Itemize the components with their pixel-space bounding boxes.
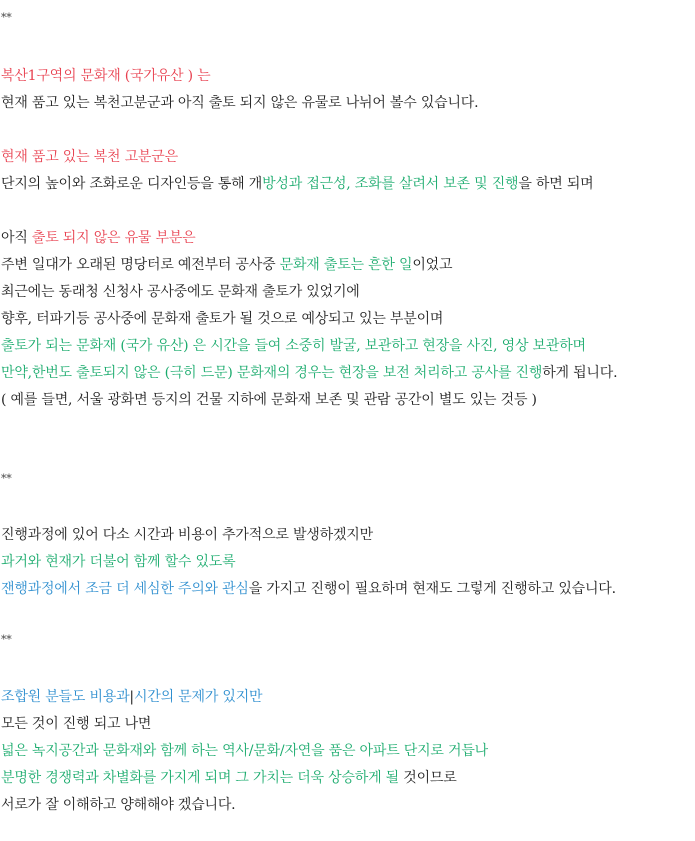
paragraph-line: 현재 품고 있는 복천고분군과 아직 출토 되지 않은 유물로 나뉘어 볼수 있습니다.	[1, 95, 479, 111]
highlight-segment: 만약,한번도 출토되지 않은 (극히 드문) 문화재의 경우는 현장을 보전 처리하고 공사를 진행	[1, 365, 543, 381]
highlight-segment: 잰행과정에서 조금 더 세심한 주의와 관심	[1, 581, 249, 597]
paragraph-line: 최근에는 동래청 신청사 공사중에도 문화재 출토가 있었기에	[1, 284, 360, 300]
text-segment: 아직	[1, 230, 32, 246]
text-segment: 을 하면 되며	[518, 176, 594, 192]
highlight-segment: 문화재 출토는 흔한 일	[279, 257, 413, 273]
separator: **	[1, 633, 12, 646]
separator: **	[1, 11, 12, 24]
subsection-heading: 출토 되지 않은 유물 부분은	[31, 230, 196, 246]
paragraph-line	[1, 768, 457, 788]
paragraph-line: 과거와 현재가 더불어 함께 할수 있도록	[1, 554, 236, 570]
text-segment: 이었고	[412, 257, 453, 273]
text-segment: 것이므로	[399, 770, 457, 786]
text-segment: 주변 일대가 오래된 명당터로 예전부터 공사중	[1, 257, 280, 273]
text-segment: 단지의 높이와 조화로운 디자인등을 통해 개	[1, 176, 263, 192]
paragraph-line	[1, 363, 617, 383]
paragraph-line: 서로가 잘 이해하고 양해해야 겠습니다.	[1, 797, 236, 813]
subsection-heading: 현재 품고 있는 복천 고분군은	[1, 149, 178, 165]
paragraph-line: 향후, 터파기등 공사중에 문화재 출토가 될 것으로 예상되고 있는 부분이며	[1, 311, 444, 327]
highlight-segment: 조합원 분들도 비용과	[1, 689, 130, 705]
text-segment: 하게 됩니다.	[542, 365, 618, 381]
subsection-heading-line	[1, 228, 195, 248]
paragraph-line: 출토가 되는 문화재 (국가 유산) 은 시간을 들여 소중히 발굴, 보관하고 현장을 사진, 영상 보관하며	[1, 338, 586, 354]
text-segment: 을 가지고 진행이 필요하며 현재도 그렇게 진행하고 있습니다.	[248, 581, 616, 597]
paragraph-line	[1, 174, 593, 194]
highlight-segment: 분명한 경쟁력과 차별화를 가지게 되며 그 가치는 더욱 상승하게 될	[1, 770, 399, 786]
paragraph-line	[1, 687, 262, 707]
highlight-segment: 시간의 문제가 있지만	[133, 689, 263, 705]
highlight-segment: 방성과 접근성, 조화를 살려서 보존 및 진행	[262, 176, 519, 192]
paragraph-line: ( 예를 들면, 서울 광화면 등지의 건물 지하에 문화재 보존 및 관람 공간이 별도 있는 것등 )	[1, 392, 537, 408]
paragraph-line	[1, 579, 616, 599]
separator: **	[1, 472, 12, 485]
paragraph-line: 진행과정에 있어 다소 시간과 비용이 추가적으로 발생하겠지만	[1, 527, 373, 543]
text-cursor: |	[129, 689, 134, 705]
paragraph-line	[1, 255, 452, 275]
paragraph-line: 넓은 녹지공간과 문화재와 함께 하는 역사/문화/자연을 품은 아파트 단지로 거듭나	[1, 743, 488, 759]
section-heading: 복산1구역의 문화재 (국가유산 ) 는	[1, 68, 211, 84]
paragraph-line: 모든 것이 진행 되고 나면	[1, 716, 152, 732]
